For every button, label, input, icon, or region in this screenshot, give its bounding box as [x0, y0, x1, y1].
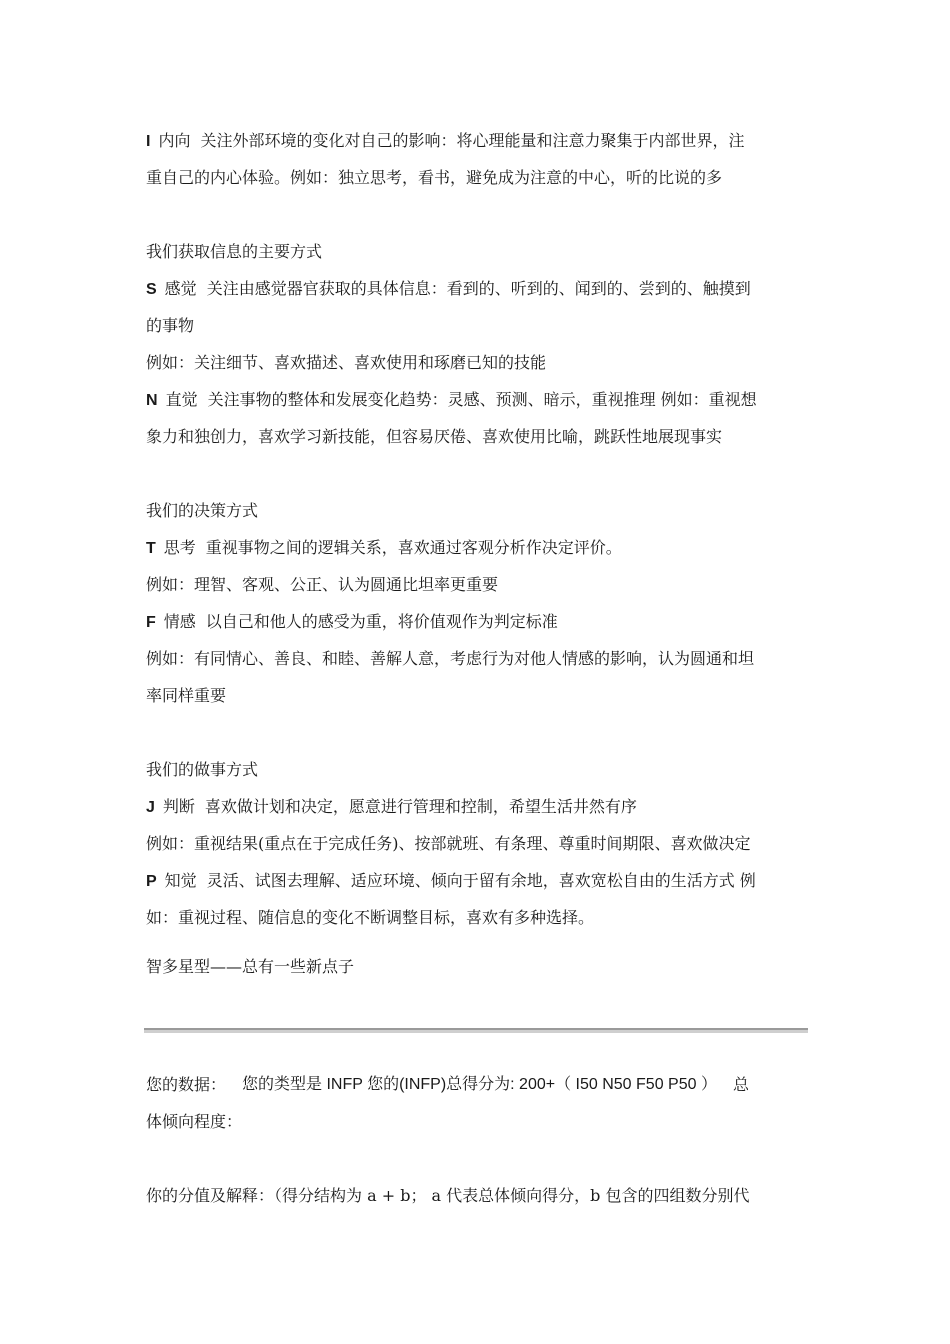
type-letter-i: I: [146, 133, 151, 150]
intro-line-1: [146, 122, 810, 159]
j-text: 喜欢做计划和决定，愿意进行管理和控制，希望生活井然有序: [204, 797, 637, 816]
type-name-perceiving: 知觉: [164, 871, 197, 890]
s-text: 关注由感觉器官获取的具体信息：看到的、听到的、闻到的、尝到的、触摸到: [206, 279, 751, 298]
results-explain: 你的分值及解释：（得分结构为 a + b； a 代表总体倾向得分，b 包含的四组数分别代: [146, 1186, 750, 1205]
horizontal-divider: [144, 1028, 808, 1033]
type-name-feeling: 情感: [163, 612, 196, 631]
type-name-judging: 判断: [162, 797, 195, 816]
j-line-1: [146, 788, 810, 825]
type-name-introvert: 内向: [158, 131, 191, 150]
results-line-1: [146, 1066, 810, 1103]
type-title: 智多星型——总有一些新点子: [146, 957, 355, 976]
t-example: 例如：理智、客观、公正、认为圆通比坦率更重要: [146, 575, 499, 594]
n-text: 关注事物的整体和发展变化趋势：灵感、预测、暗示，重视推理 例如：重视想: [207, 390, 757, 409]
s-line-2: 的事物: [146, 316, 195, 335]
f-line-2: 例如：有同情心、善良、和睦、善解人意，考虑行为对他人情感的影响，认为圆通和坦: [146, 649, 755, 668]
t-line-1: [146, 529, 810, 566]
n-line-2: 象力和独创力，喜欢学习新技能，但容易厌倦、喜欢使用比喻，跳跃性地展现事实: [146, 427, 723, 446]
t-text: 重视事物之间的逻辑关系，喜欢通过客观分析作决定评价。: [205, 538, 622, 557]
f-text: 以自己和他人的感受为重，将价值观作为判定标准: [205, 612, 558, 631]
results-trail: 总: [732, 1075, 749, 1094]
content-column: [146, 122, 810, 985]
results-block: [146, 1066, 810, 1214]
p-text: 灵活、试图去理解、适应环境、倾向于留有余地，喜欢宽松自由的生活方式 例: [206, 871, 756, 890]
section-heading-action: 我们的做事方式: [146, 760, 259, 779]
type-letter-s: S: [146, 281, 157, 298]
type-name-intuition: 直觉: [165, 390, 198, 409]
results-type-text: 您的类型是 INFP 您的(INFP)总得分为: 200+（ I50 N50 F50 P50 ）: [242, 1076, 717, 1093]
type-name-sensing: 感觉: [164, 279, 197, 298]
p-line-1: [146, 862, 810, 899]
type-letter-n: N: [146, 392, 158, 409]
p-line-2: 如：重视过程、随信息的变化不断调整目标，喜欢有多种选择。: [146, 908, 595, 927]
s-example: 例如：关注细节、喜欢描述、喜欢使用和琢磨已知的技能: [146, 353, 547, 372]
type-letter-p: P: [146, 873, 157, 890]
results-label: 您的数据：: [146, 1075, 227, 1094]
n-line-1: [146, 381, 810, 418]
section-heading-decision: 我们的决策方式: [146, 501, 259, 520]
intro-text: 关注外部环境的变化对自己的影响：将心理能量和注意力聚集于内部世界，注: [200, 131, 745, 150]
results-line-2: 体倾向程度：: [146, 1112, 243, 1131]
type-name-thinking: 思考: [163, 538, 196, 557]
s-line-1: [146, 270, 810, 307]
section-heading-info: 我们获取信息的主要方式: [146, 242, 323, 261]
type-letter-f: F: [146, 614, 156, 631]
type-letter-t: T: [146, 540, 156, 557]
j-example: 例如：重视结果(重点在于完成任务)、按部就班、有条理、尊重时间期限、喜欢做决定: [146, 834, 751, 853]
intro-line-2: 重自己的内心体验。例如：独立思考，看书，避免成为注意的中心，听的比说的多: [146, 168, 723, 187]
f-line-3: 率同样重要: [146, 686, 227, 705]
type-letter-j: J: [146, 799, 155, 816]
f-line-1: [146, 603, 810, 640]
